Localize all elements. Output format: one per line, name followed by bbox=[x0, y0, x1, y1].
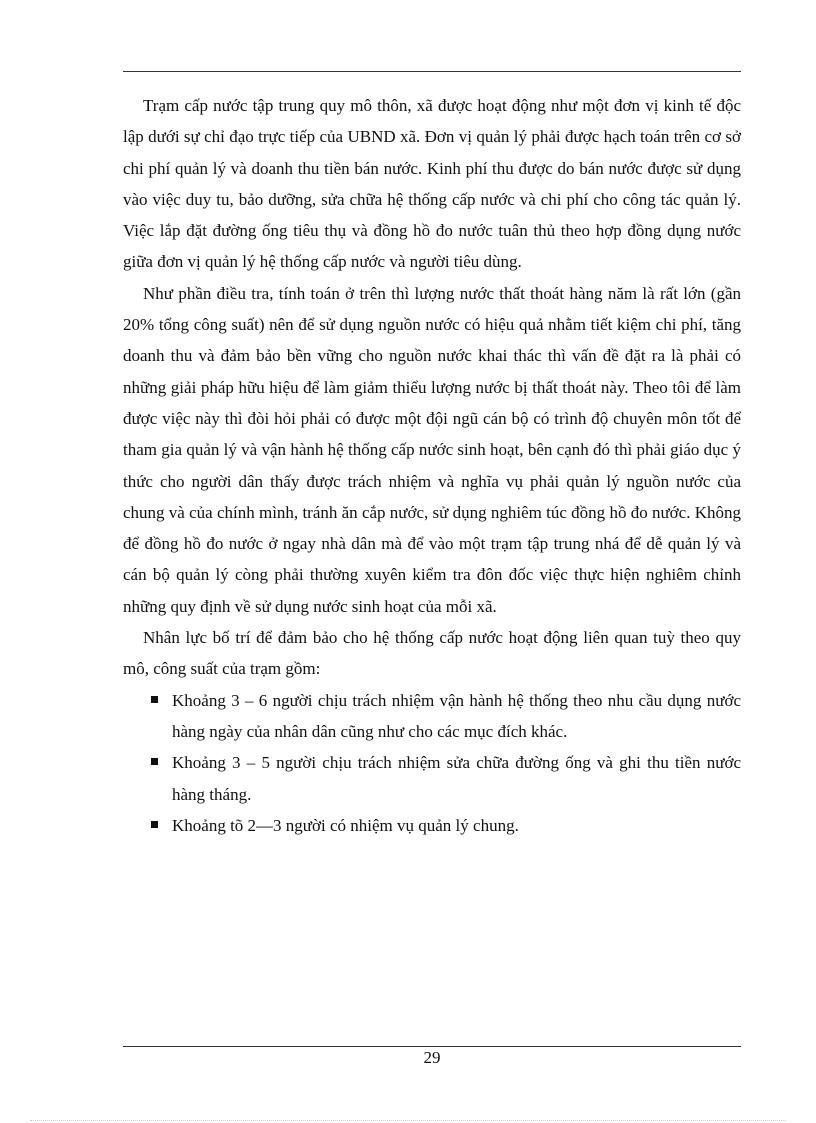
page-number: 29 bbox=[423, 1048, 441, 1067]
square-bullet-icon bbox=[151, 758, 158, 765]
page-bottom-dotted-line bbox=[30, 1120, 786, 1121]
list-item bbox=[123, 685, 741, 748]
list-item bbox=[123, 747, 741, 810]
paragraph-staffing-intro: Nhân lực bố trí để đảm bảo cho hệ thống cấp nước hoạt động liên quan tuỳ theo quy mô, công suất của trạm gồm: bbox=[123, 628, 741, 679]
list-item-text: Khoảng 3 – 5 người chịu trách nhiệm sửa chữa đường ống và ghi thu tiền nước hàng tháng. bbox=[172, 753, 741, 804]
header-rule bbox=[123, 71, 741, 72]
list-item-text: Khoảng 3 – 6 người chịu trách nhiệm vận hành hệ thống theo nhu cầu dụng nước hàng ngày của nhân dân cũng như cho các mục đích khác. bbox=[172, 690, 741, 741]
list-item bbox=[123, 810, 741, 841]
page-body bbox=[123, 90, 741, 841]
paragraph-water-station-management: Trạm cấp nước tập trung quy mô thôn, xã được hoạt động như một đơn vị kinh tế độc lập dưới sự chỉ đạo trực tiếp của UBND xã. Đơn vị quản lý phải được hạch toán trên cơ sở chi phí quản lý và doanh thu tiền bán nước. Kinh phí thu được do bán nước được sử dụng vào việc duy tu, bảo dưỡng, sửa chữa hệ thống cấp nước và chi phí cho công tác quản lý. Việc lắp đặt đường ống tiêu thụ và đồng hồ đo nước tuân thủ theo hợp đồng dụng nước giữa đơn vị quản lý hệ thống cấp nước và người tiêu dùng. bbox=[123, 96, 741, 272]
list-item-text: Khoảng tõ 2—3 người có nhiệm vụ quản lý chung. bbox=[172, 815, 519, 835]
paragraph-water-loss-solutions: Như phần điều tra, tính toán ở trên thì lượng nước thất thoát hàng năm là rất lớn (gần 20% tổng công suất) nên để sử dụng nguồn nước có hiệu quả nhằm tiết kiệm chi phí, tăng doanh thu và đảm bảo bền vững cho nguồn nước khai thác thì vấn đề đặt ra là phải có những giải pháp hữu hiệu để làm giảm thiểu lượng nước bị thất thoát này. Theo tôi để làm được việc này thì đòi hỏi phải có được một đội ngũ cán bộ có trình độ chuyên môn tốt để tham gia quản lý và vận hành hệ thống cấp nước sinh hoạt, bên cạnh đó thì phải giáo dục ý thức cho người dân thấy được trách nhiệm và nghĩa vụ phải quản lý nguồn nước của chung và của chính mình, tránh ăn cắp nước, sử dụng nghiêm túc đồng hồ đo nước. Không để đồng hồ đo nước ở ngay nhà dân mà để vào một trạm tập trung nhá để dễ quản lý và cán bộ quản lý còng phải thường xuyên kiểm tra đôn đốc việc thực hiện nghiêm chỉnh những quy định về sử dụng nước sinh hoạt của mỗi xã. bbox=[123, 283, 741, 616]
square-bullet-icon bbox=[151, 696, 158, 703]
staffing-list bbox=[123, 685, 741, 841]
square-bullet-icon bbox=[151, 821, 158, 828]
